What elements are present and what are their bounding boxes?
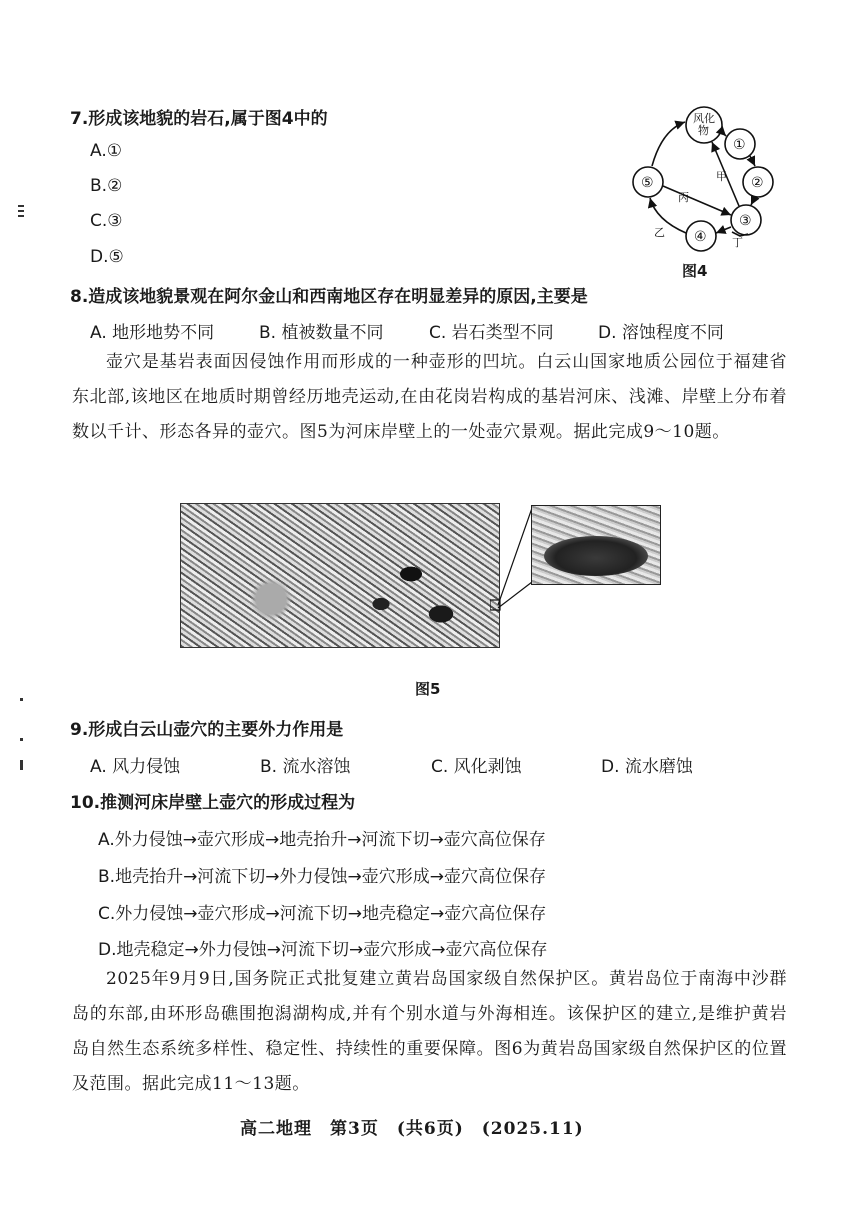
pothole-closeup-photo	[531, 505, 661, 585]
question-10-option-d: D.地壳稳定→外力侵蚀→河流下切→壶穴形成→壶穴高位保存	[98, 940, 548, 960]
question-9-option-b: B. 流水溶蚀	[260, 757, 351, 777]
question-9-option-a: A. 风力侵蚀	[90, 757, 181, 777]
scan-mark	[18, 205, 24, 207]
page-footer: 高二地理 第3页 (共6页) (2025.11)	[240, 1119, 584, 1139]
scan-mark	[20, 760, 23, 770]
svg-text:物: 物	[698, 124, 709, 137]
question-7-option-a: A.①	[90, 141, 122, 161]
passage-potholes: 壶穴是基岩表面因侵蚀作用而形成的一种壶形的凹坑。白云山国家地质公园位于福建省东北部,该地区在地质时期曾经历地壳运动,在由花岗岩构成的基岩河床、浅滩、岸壁上分布着数以千计、形态各异的壶穴。图5为河床岸壁上的一处壶穴景观。据此完成9～10题。	[72, 352, 787, 442]
scan-mark	[18, 215, 24, 217]
arrow-label-bing: 丙	[678, 191, 689, 204]
question-8-option-d: D. 溶蚀程度不同	[598, 323, 724, 343]
question-7-option-b: B.②	[90, 176, 123, 196]
question-8-option-b: B. 植被数量不同	[259, 323, 384, 343]
question-10-stem: 10.推测河床岸壁上壶穴的形成过程为	[70, 793, 356, 813]
arrow-label-yi: 乙	[654, 226, 665, 239]
question-7-option-c: C.③	[90, 211, 123, 231]
pothole-landscape-photo	[180, 503, 500, 648]
node-2-label: ②	[751, 175, 764, 191]
rock-cycle-diagram	[620, 100, 800, 260]
node-weathering-label: 风化	[693, 112, 715, 125]
node-3-label: ③	[739, 213, 752, 229]
question-10-option-c: C.外力侵蚀→壶穴形成→河流下切→地壳稳定→壶穴高位保存	[98, 904, 547, 924]
node-1-label: ①	[733, 137, 746, 153]
question-9-option-c: C. 风化剥蚀	[431, 757, 522, 777]
question-8-option-a: A. 地形地势不同	[90, 323, 215, 343]
scan-mark	[20, 738, 23, 741]
figure-4-caption: 图4	[682, 262, 708, 280]
question-7-stem: 7.形成该地貌的岩石,属于图4中的	[70, 109, 328, 129]
question-9-option-d: D. 流水磨蚀	[601, 757, 693, 777]
scan-mark	[18, 210, 24, 212]
question-7-option-d: D.⑤	[90, 247, 124, 267]
passage-huangyan-island: 2025年9月9日,国务院正式批复建立黄岩岛国家级自然保护区。黄岩岛位于南海中沙群岛的东部,由环形岛礁围抱潟湖构成,并有个别水道与外海相连。该保护区的建立,是维护黄岩岛自然生态系统多样性、稳定性、持续性的重要保障。图6为黄岩岛国家级自然保护区的位置及范围。据此完成11～13题。	[72, 969, 787, 1094]
node-5-label: ⑤	[641, 175, 654, 191]
arrow-label-ding: 丁	[732, 236, 743, 249]
scan-mark	[20, 698, 23, 701]
question-8-stem: 8.造成该地貌景观在阿尔金山和西南地区存在明显差异的原因,主要是	[70, 287, 588, 307]
question-8-option-c: C. 岩石类型不同	[429, 323, 554, 343]
question-10-option-a: A.外力侵蚀→壶穴形成→地壳抬升→河流下切→壶穴高位保存	[98, 830, 546, 850]
node-4-label: ④	[694, 229, 707, 245]
question-10-option-b: B.地壳抬升→河流下切→外力侵蚀→壶穴形成→壶穴高位保存	[98, 867, 547, 887]
question-9-stem: 9.形成白云山壶穴的主要外力作用是	[70, 720, 344, 740]
figure-5-caption: 图5	[415, 680, 441, 698]
arrow-label-jia: 甲	[716, 170, 727, 183]
pothole-shape	[544, 536, 648, 576]
